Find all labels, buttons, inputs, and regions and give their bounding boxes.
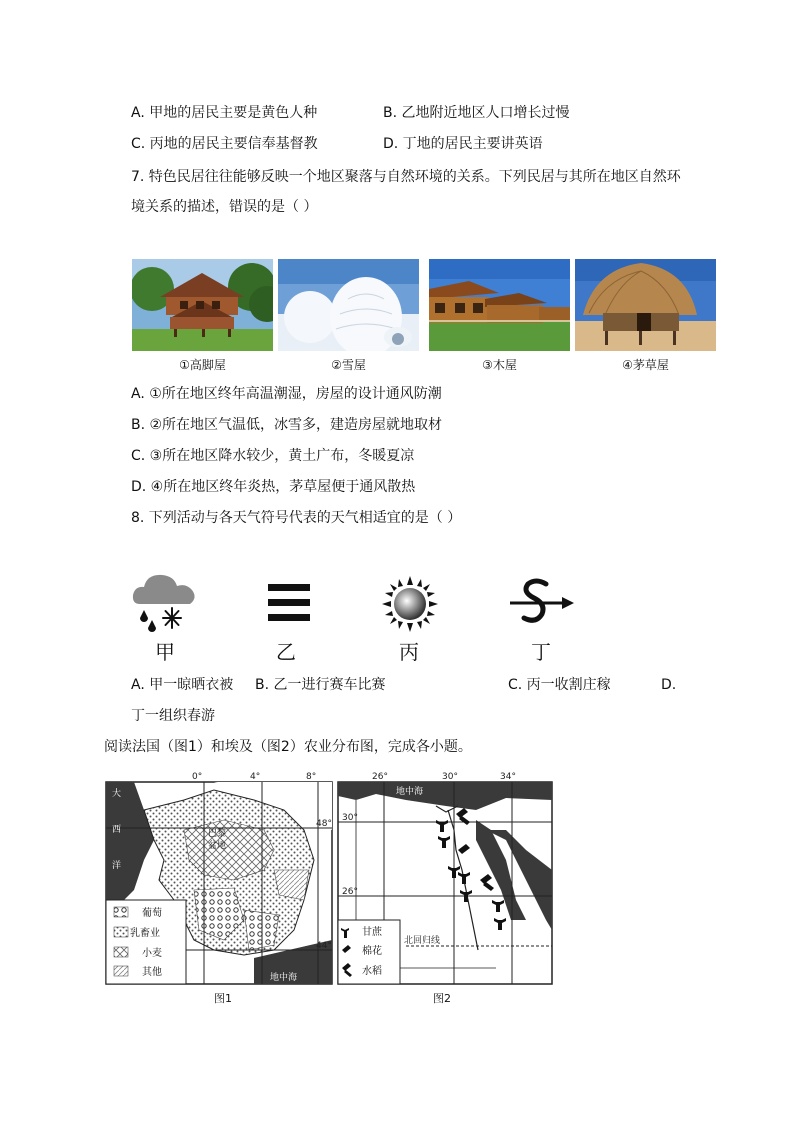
map2-tropic: 北回归线 xyxy=(404,936,441,946)
q7-stem-line1: 7. 特色民居往往能够反映一个地区聚落与自然环境的关系。下列民居与其所在地区自然环 xyxy=(131,169,681,185)
map2-lon-34: 34° xyxy=(500,772,516,782)
map1-lat-48: 48° xyxy=(316,819,332,829)
map2-caption: 图2 xyxy=(433,992,451,1005)
photo-caption-2: ②雪屋 xyxy=(331,358,366,372)
map2-lat-30: 30° xyxy=(342,813,358,823)
weather-label-jia: 甲 xyxy=(155,640,175,664)
q7-stem-line2: 境关系的描述，错误的是（ ） xyxy=(131,199,318,215)
map1-caption: 图1 xyxy=(214,992,232,1005)
reading-intro: 阅读法国（图1）和埃及（图2）农业分布图，完成各小题。 xyxy=(104,739,472,755)
weather-label-bing: 丙 xyxy=(399,640,419,664)
photo-caption-3: ③木屋 xyxy=(482,358,517,372)
map1-basin-2: 盆地 xyxy=(208,841,227,851)
map1-sea: 地中海 xyxy=(270,973,298,983)
q8-option-d: D. xyxy=(661,677,677,693)
map1-legend-grape: 葡萄 xyxy=(142,908,162,919)
q8-option-b: B. 乙一进行赛车比赛 xyxy=(255,677,386,693)
q7-option-a: A. ①所在地区终年高温潮湿，房屋的设计通风防潮 xyxy=(131,386,442,402)
map2-legend-rice: 水稻 xyxy=(362,966,382,977)
map1-ocean-1: 大 xyxy=(112,789,122,799)
map1-legend-other: 其他 xyxy=(142,967,162,978)
map2-lon-30: 30° xyxy=(442,772,458,782)
photo-caption-4: ④茅草屋 xyxy=(622,358,669,372)
q8-option-c: C. 丙一收割庄稼 xyxy=(508,677,611,693)
photo-log-cabin xyxy=(429,259,570,351)
q7-option-b: B. ②所在地区气温低，冰雪多，建造房屋就地取材 xyxy=(131,417,443,433)
q8-option-d-cont: 丁一组织春游 xyxy=(131,708,215,724)
map1-legend-wheat: 小麦 xyxy=(142,948,162,959)
q8-stem: 8. 下列活动与各天气符号代表的天气相适宜的是（ ） xyxy=(131,510,462,526)
weather-label-yi: 乙 xyxy=(276,640,296,664)
q7-option-d: D. ④所在地区终年炎热，茅草屋便于通风散热 xyxy=(131,479,416,495)
q7-option-c: C. ③所在地区降水较少，黄土广布，冬暖夏凉 xyxy=(131,448,415,464)
map1-ocean-2: 西 xyxy=(112,825,122,835)
map2-lat-26: 26° xyxy=(342,887,358,897)
map2-sea: 地中海 xyxy=(396,787,424,797)
photo-thatched-hut xyxy=(575,259,716,351)
map1-lon-0: 0° xyxy=(192,772,203,782)
map2-legend-sugarcane: 甘蔗 xyxy=(362,927,382,938)
map1-legend-dairy: 乳畜业 xyxy=(130,928,160,939)
map1-ocean-3: 洋 xyxy=(112,861,122,871)
map2-legend-cotton: 棉花 xyxy=(362,946,382,957)
map1-lon-4: 4° xyxy=(250,772,261,782)
map-egypt xyxy=(336,770,556,992)
fog-icon xyxy=(266,582,312,628)
q6-option-b: B. 乙地附近地区人口增长过慢 xyxy=(383,105,570,121)
map1-basin-1: 巴黎 xyxy=(208,829,227,839)
q6-option-d: D. 丁地的居民主要讲英语 xyxy=(383,136,543,152)
photo-caption-1: ①高脚屋 xyxy=(179,358,226,372)
sun-icon xyxy=(382,576,438,636)
q6-option-a: A. 甲地的居民主要是黄色人种 xyxy=(131,105,318,121)
q6-option-c: C. 丙地的居民主要信奉基督教 xyxy=(131,136,318,152)
map1-lat-44: 44° xyxy=(316,941,332,951)
sandstorm-icon xyxy=(508,576,576,634)
map-france xyxy=(104,770,336,992)
photo-stilt-house xyxy=(132,259,273,351)
photo-igloo xyxy=(278,259,419,351)
weather-label-ding: 丁 xyxy=(531,640,551,664)
map1-lon-8: 8° xyxy=(306,772,317,782)
rain-snow-cloud-icon xyxy=(130,570,200,640)
map2-lon-26: 26° xyxy=(372,772,388,782)
q8-option-a: A. 甲一晾晒衣被 xyxy=(131,677,234,693)
